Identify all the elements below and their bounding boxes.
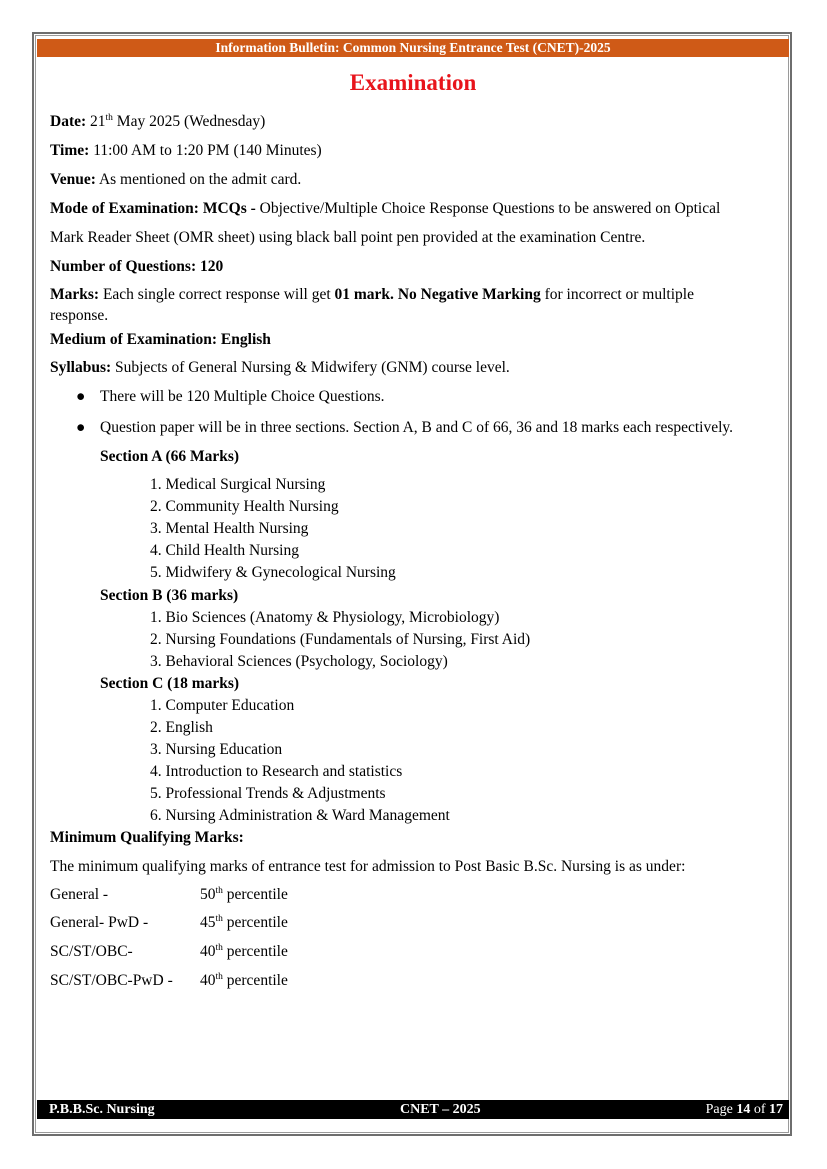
percentile-sup: th <box>215 913 223 924</box>
marks-text-3: for incorrect or multiple <box>540 286 694 303</box>
section-b-heading <box>100 587 238 605</box>
page-current: 14 <box>736 1102 751 1117</box>
percentile-number: 50 <box>200 886 216 903</box>
bullet-item-1 <box>76 388 385 406</box>
percentile-sup: th <box>215 942 223 953</box>
venue-label: Venue: <box>50 171 96 188</box>
page-of: of <box>750 1102 769 1117</box>
syllabus-value: Subjects of General Nursing & Midwifery (GNM) course level. <box>111 359 510 376</box>
list-item: 6. Nursing Administration & Ward Management <box>150 807 450 824</box>
percentile-unit: percentile <box>222 943 288 960</box>
marks-bold-1: 01 mark. <box>334 286 394 303</box>
list-item: 2. Community Health Nursing <box>150 498 339 515</box>
list-item: 3. Nursing Education <box>150 741 283 758</box>
mode-line-2 <box>50 229 645 247</box>
category-label: General- PwD - <box>50 914 149 931</box>
percentile-value <box>200 943 288 961</box>
list-item: 4. Introduction to Research and statistics <box>150 763 403 780</box>
mode-label: Mode of Examination: MCQs - <box>50 200 256 217</box>
syllabus-label: Syllabus: <box>50 359 112 376</box>
percentile-unit: percentile <box>222 914 288 931</box>
marks-text-1: Each single correct response will get <box>99 286 335 303</box>
percentile-number: 40 <box>200 972 216 989</box>
min-marks-heading <box>50 829 244 847</box>
percentile-sup: th <box>215 885 223 896</box>
medium-line <box>50 331 271 349</box>
date-label: Date: <box>50 113 87 130</box>
footer-course: P.B.B.Sc. Nursing <box>49 1102 155 1117</box>
mode-line-1 <box>50 200 720 218</box>
bullet-dot-icon: ● <box>76 419 86 436</box>
list-item: 2. Nursing Foundations (Fundamentals of Nursing, First Aid) <box>150 631 531 648</box>
mode-text-2: Mark Reader Sheet (OMR sheet) using black ball point pen provided at the examination Centre. <box>50 229 646 246</box>
page-number <box>706 1100 783 1119</box>
section-a-heading-text: Section A (66 Marks) <box>100 448 240 465</box>
list-item: 1. Medical Surgical Nursing <box>150 476 326 493</box>
num-questions-line <box>50 258 223 276</box>
syllabus-line <box>50 359 510 377</box>
medium-label: Medium of Examination: English <box>50 331 271 348</box>
list-item: 3. Behavioral Sciences (Psychology, Sociology) <box>150 653 448 670</box>
min-marks-row <box>50 942 288 961</box>
category-label: SC/ST/OBC-PwD - <box>50 972 173 989</box>
page-word: Page <box>705 1102 737 1117</box>
time-line <box>50 142 322 160</box>
marks-label: Marks: <box>50 286 100 303</box>
min-marks-row <box>50 971 288 990</box>
page-title: Examination <box>349 70 477 95</box>
bullet-text-2: Question paper will be in three sections. Section A, B and C of 66, 36 and 18 marks each respectively. <box>100 419 734 436</box>
marks-line-2 <box>50 307 108 325</box>
min-marks-intro: The minimum qualifying marks of entrance test for admission to Post Basic B.Sc. Nursing is as under: <box>50 858 686 875</box>
percentile-number: 45 <box>200 914 216 931</box>
section-a-heading <box>100 448 239 466</box>
percentile-unit: percentile <box>222 886 288 903</box>
header-banner <box>37 39 789 57</box>
section-c-heading-text: Section C (18 marks) <box>100 675 240 692</box>
footer-bar <box>37 1100 789 1119</box>
date-sup: th <box>105 112 113 123</box>
list-item: 5. Midwifery & Gynecological Nursing <box>150 564 396 581</box>
category-label: SC/ST/OBC- <box>50 943 133 960</box>
header-title: Information Bulletin: Common Nursing Entrance Test (CNET)-2025 <box>215 40 611 55</box>
percentile-sup: th <box>215 971 223 982</box>
percentile-number: 40 <box>200 943 216 960</box>
list-item: 2. English <box>150 719 213 736</box>
list-item: 1. Computer Education <box>150 697 295 714</box>
time-label: Time: <box>50 142 90 159</box>
footer-exam: CNET – 2025 <box>400 1102 481 1117</box>
percentile-value <box>200 972 288 990</box>
min-marks-row <box>50 913 288 932</box>
list-item: 1. Bio Sciences (Anatomy & Physiology, Microbiology) <box>150 609 500 626</box>
percentile-unit: percentile <box>222 972 288 989</box>
min-marks-row <box>50 885 288 904</box>
bullet-text-1: There will be 120 Multiple Choice Questions. <box>100 388 385 405</box>
marks-bold-2: No Negative Marking <box>397 286 541 303</box>
venue-line <box>50 171 301 189</box>
bullet-dot-icon: ● <box>76 388 86 405</box>
list-item: 5. Professional Trends & Adjustments <box>150 785 386 802</box>
min-marks-heading-text: Minimum Qualifying Marks: <box>50 829 244 846</box>
bullet-item-2 <box>76 419 734 437</box>
time-value: 11:00 AM to 1:20 PM (140 Minutes) <box>89 142 322 159</box>
list-item: 3. Mental Health Nursing <box>150 520 309 537</box>
page-total: 17 <box>769 1102 783 1117</box>
venue-value: As mentioned on the admit card. <box>95 171 302 188</box>
percentile-value <box>200 914 288 932</box>
mode-text-1: Objective/Multiple Choice Response Questions to be answered on Optical <box>255 200 721 217</box>
date-line <box>50 113 265 131</box>
date-day: 21 <box>90 113 106 130</box>
section-b-heading-text: Section B (36 marks) <box>100 587 239 604</box>
percentile-value <box>200 886 288 904</box>
marks-line-1 <box>50 286 694 304</box>
date-rest: May 2025 (Wednesday) <box>112 113 266 130</box>
num-questions-label: Number of Questions: 120 <box>50 258 224 275</box>
list-item: 4. Child Health Nursing <box>150 542 299 559</box>
marks-text-line2: response. <box>50 307 109 324</box>
section-c-heading <box>100 675 239 693</box>
category-label: General - <box>50 886 109 903</box>
